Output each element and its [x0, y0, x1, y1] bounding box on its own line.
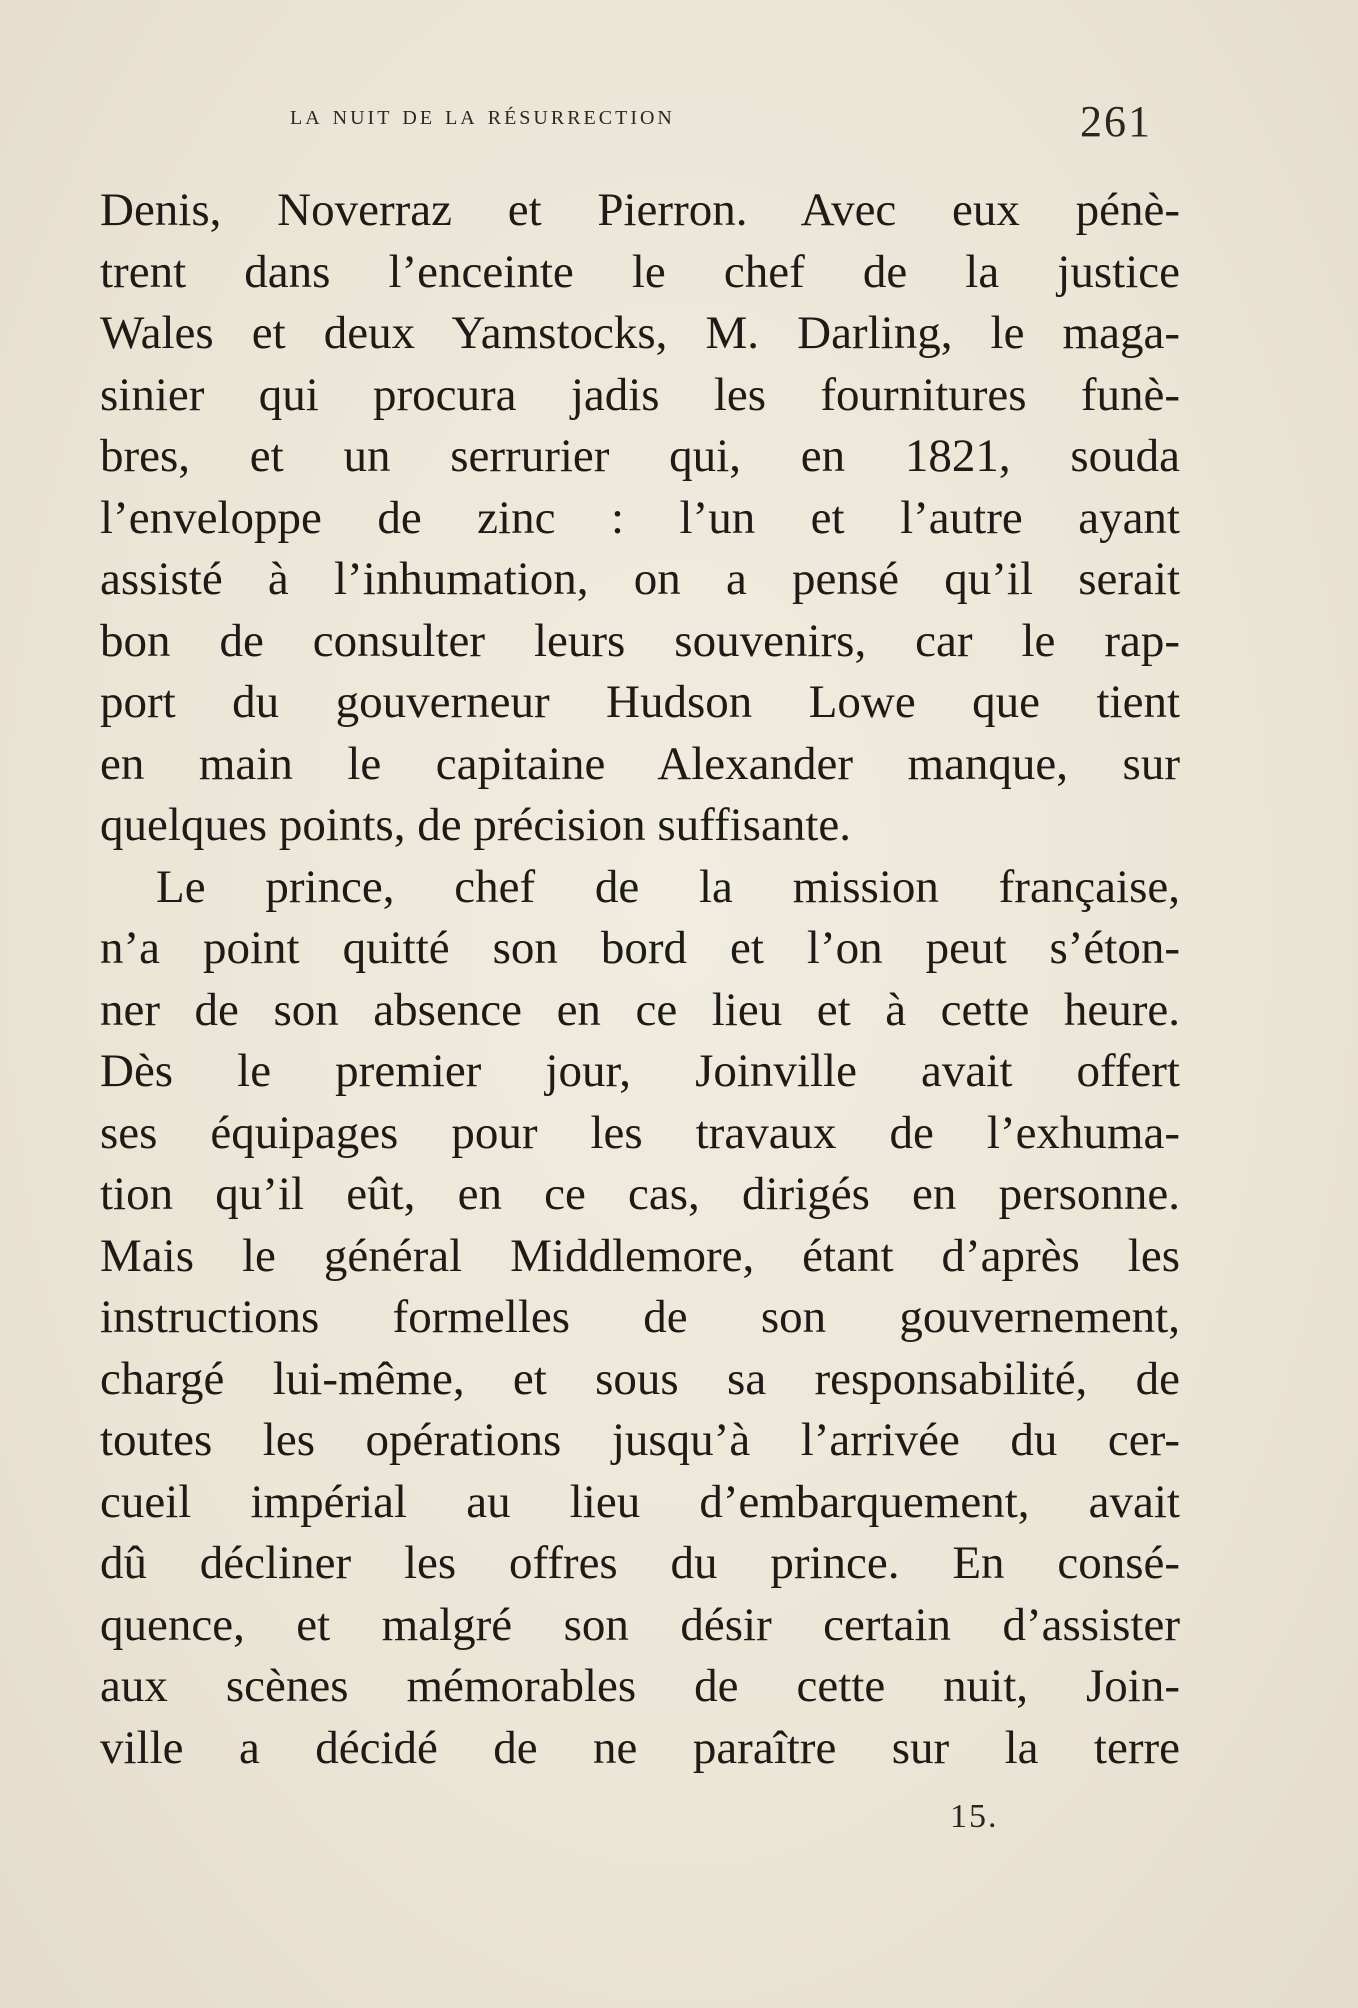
text-line: trent dans l’enceinte le chef de la justice — [100, 245, 1180, 298]
page-number: 261 — [1080, 97, 1152, 146]
text-line: quelques points, de précision suffisante. — [100, 799, 851, 851]
text-line: n’a point quitté son bord et l’on peut s’éton- — [100, 922, 1180, 974]
text-line: ville a décidé de ne paraître sur la terre — [100, 1721, 1180, 1774]
text-line: bres, et un serrurier qui, en 1821, souda — [100, 430, 1180, 482]
text-line: Denis, Noverraz et Pierron. Avec eux pénè- — [100, 184, 1180, 236]
text-line: quence, et malgré son désir certain d’assister — [100, 1598, 1180, 1651]
text-line: port du gouverneur Hudson Lowe que tient — [100, 676, 1180, 728]
text-line: assisté à l’inhumation, on a pensé qu’il serait — [100, 553, 1180, 605]
text-line: instructions formelles de son gouvernement, — [100, 1291, 1180, 1343]
running-head: la nuit de la résurrection — [290, 100, 675, 131]
text-line: chargé lui-même, et sous sa responsabilité, de — [100, 1352, 1180, 1405]
text-line: l’enveloppe de zinc : l’un et l’autre ayant — [100, 491, 1180, 544]
text-line: Mais le général Middlemore, étant d’après les — [100, 1229, 1180, 1282]
text-line: dû décliner les offres du prince. En consé- — [100, 1537, 1180, 1589]
text-line: cueil impérial au lieu d’embarquement, avait — [100, 1475, 1180, 1528]
text-line: Le prince, chef de la mission française, — [156, 860, 1180, 913]
text-line: ses équipages pour les travaux de l’exhuma- — [100, 1106, 1180, 1159]
text-line: ner de son absence en ce lieu et à cette heure. — [100, 983, 1180, 1036]
text-line: sinier qui procura jadis les fournitures funè- — [100, 368, 1180, 421]
text-line: bon de consulter leurs souvenirs, car le rap- — [100, 614, 1180, 667]
body-text — [100, 180, 1180, 1779]
text-line: en main le capitaine Alexander manque, sur — [100, 737, 1180, 790]
text-line: toutes les opérations jusqu’à l’arrivée du cer- — [100, 1414, 1180, 1466]
signature-mark: 15. — [950, 1798, 999, 1835]
text-line: Wales et deux Yamstocks, M. Darling, le maga- — [100, 307, 1180, 359]
text-line: tion qu’il eût, en ce cas, dirigés en personne. — [100, 1168, 1180, 1220]
text-line: Dès le premier jour, Joinville avait offert — [100, 1045, 1180, 1097]
text-line: aux scènes mémorables de cette nuit, Join- — [100, 1660, 1180, 1712]
